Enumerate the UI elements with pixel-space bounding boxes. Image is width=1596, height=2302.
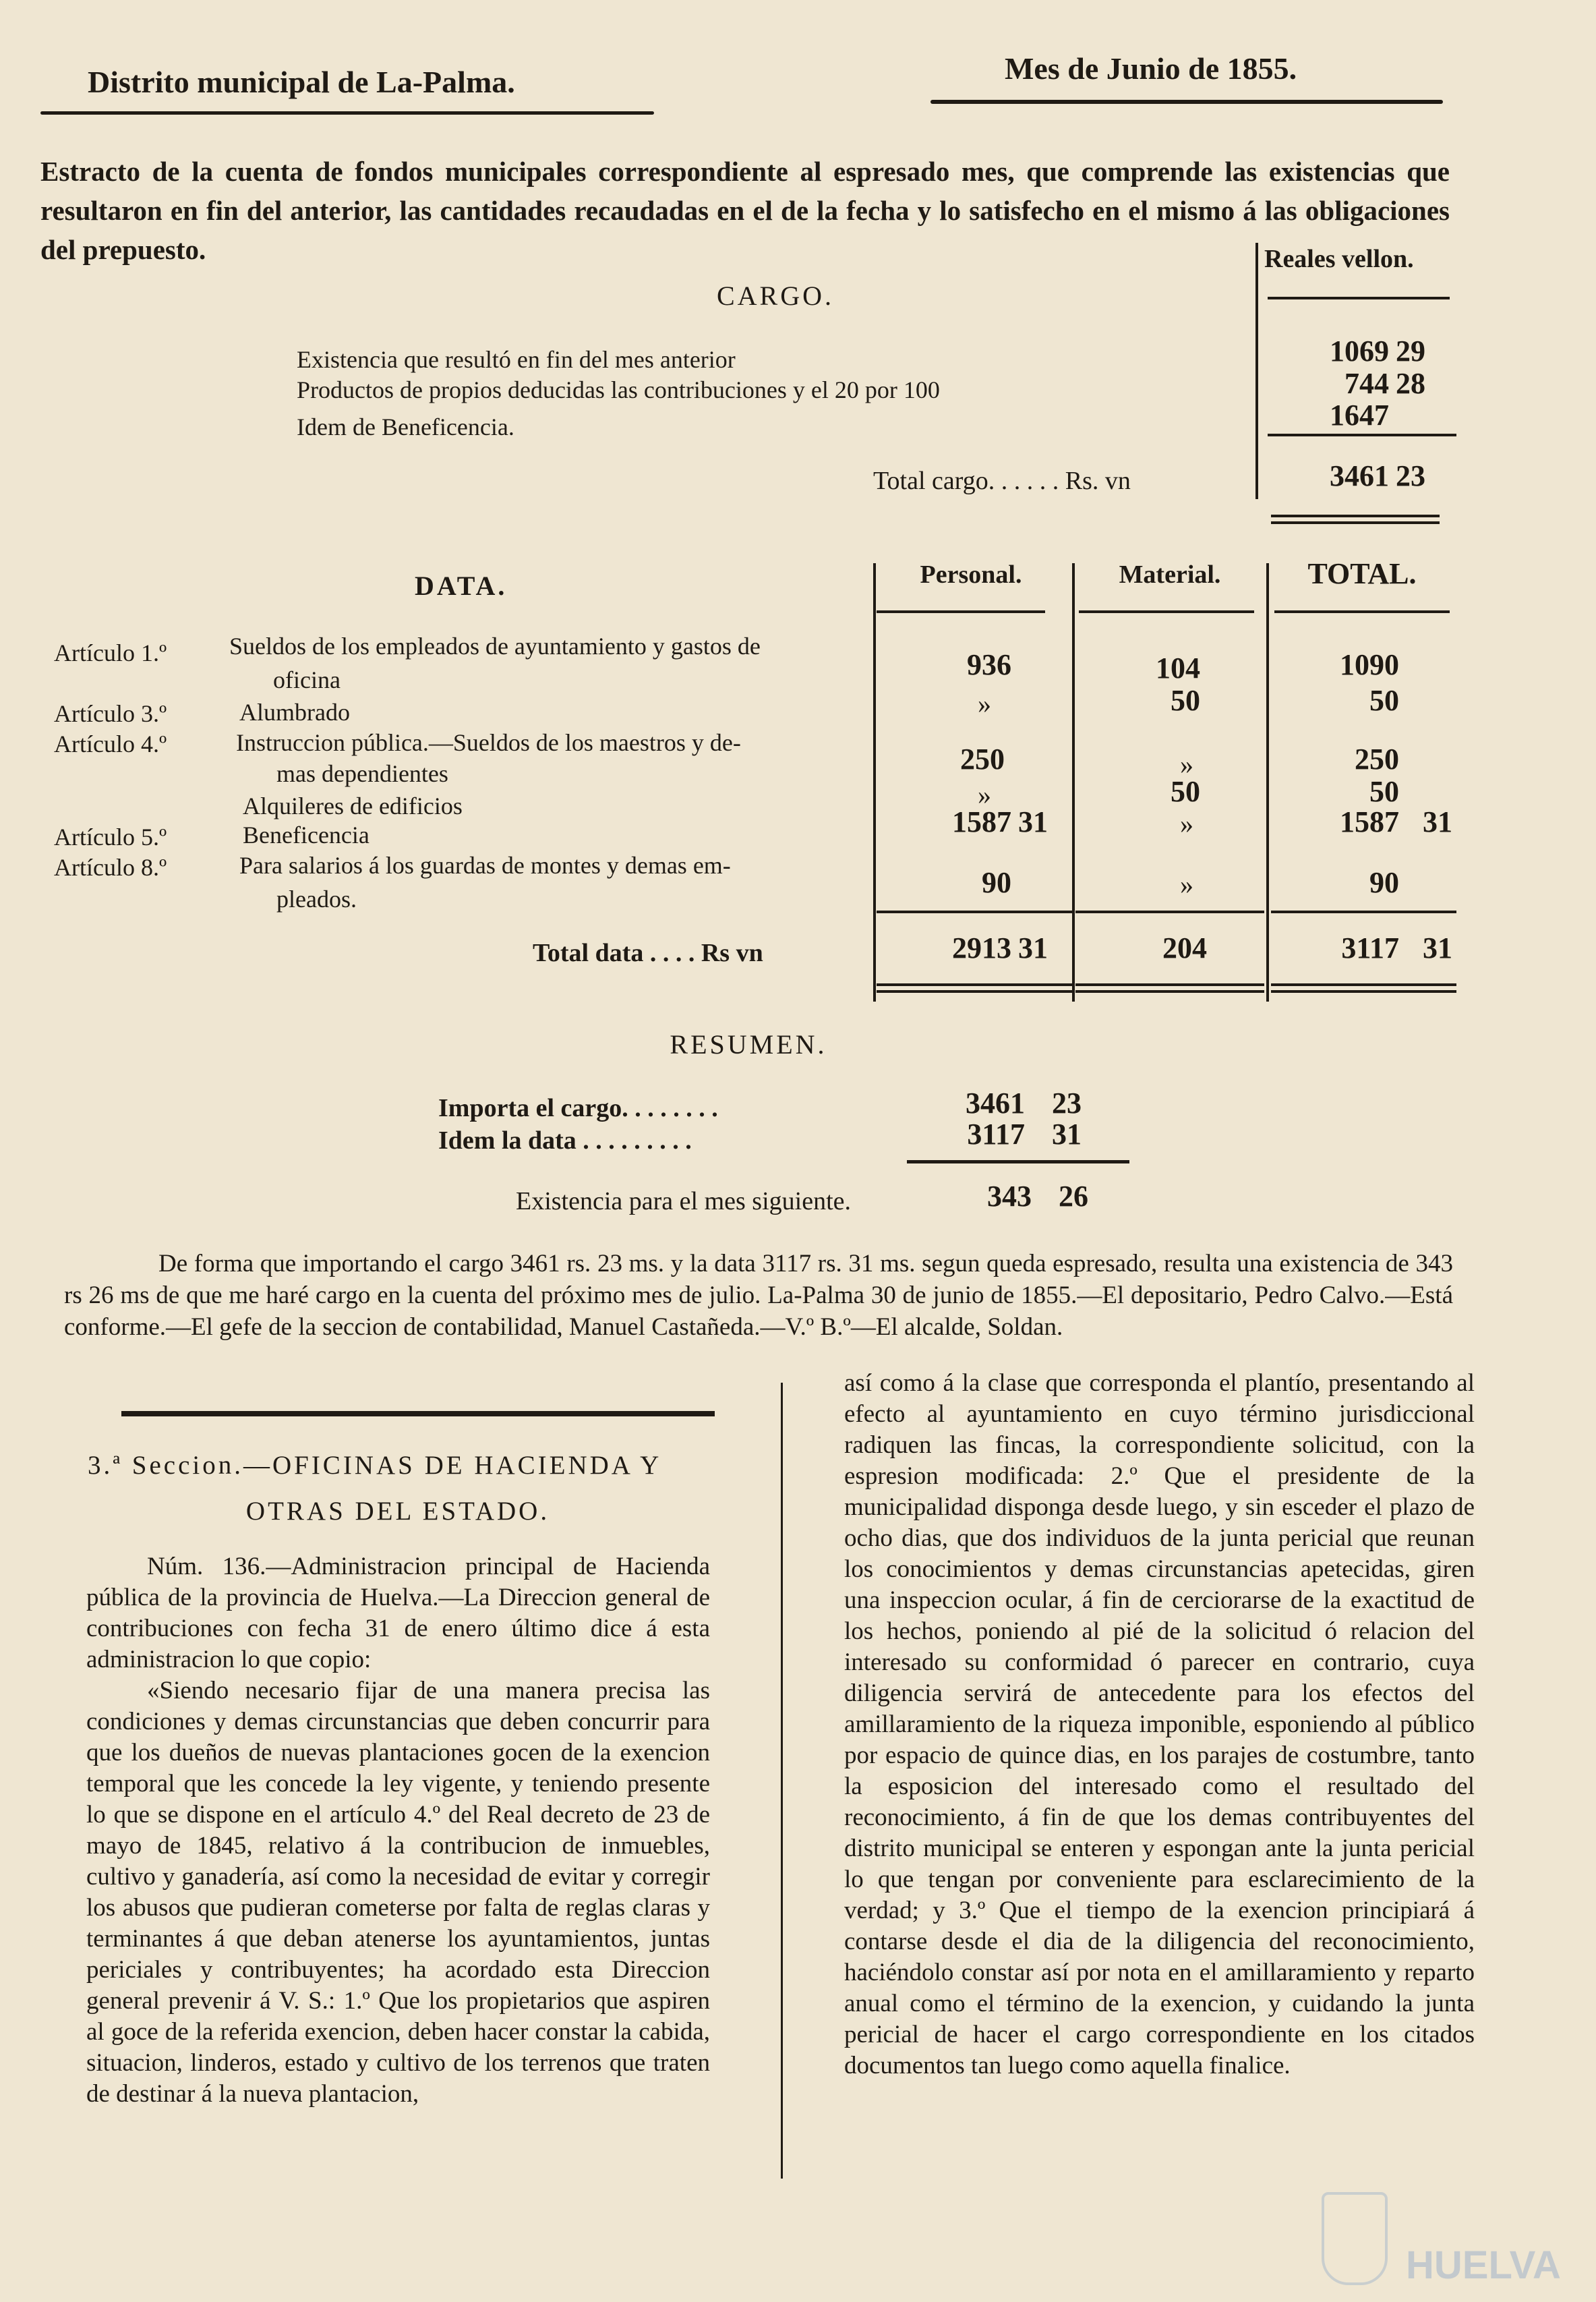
- resumen-exist-value: 343: [987, 1180, 1032, 1213]
- data-total-total: 3117: [1341, 931, 1399, 965]
- data-article: Artículo 1.º: [54, 639, 167, 666]
- data-row-label: pleados.: [276, 886, 357, 913]
- data-total: 90: [1369, 866, 1399, 899]
- district-title: Distrito municipal de La-Palma.: [88, 65, 515, 99]
- data-double-rule: [1271, 983, 1456, 986]
- data-personal: 1587: [952, 805, 1011, 838]
- data-header-rule: [877, 610, 1045, 613]
- data-header-rule: [1079, 610, 1254, 613]
- column-divider: [781, 1383, 783, 2179]
- cargo-cents: 28: [1396, 367, 1425, 400]
- data-material: 104: [1156, 652, 1200, 685]
- resumen-cargo-value: 3461: [966, 1087, 1025, 1120]
- data-material: 50: [1171, 775, 1200, 808]
- cargo-value: 1647: [1330, 399, 1389, 432]
- cargo-double-rule-1: [1271, 515, 1440, 517]
- resumen-exist-label: Existencia para el mes siguiente.: [516, 1187, 851, 1215]
- data-personal: »: [978, 689, 991, 719]
- data-article: Artículo 4.º: [54, 730, 167, 757]
- resumen-data-cents: 31: [1052, 1118, 1082, 1151]
- data-row-label: Alquileres de edificios: [243, 793, 463, 819]
- data-total-total-cents: 31: [1423, 931, 1452, 965]
- cargo-cents: 29: [1396, 335, 1425, 368]
- data-total-material: 204: [1162, 931, 1207, 965]
- currency-header: Reales vellon.: [1264, 245, 1414, 273]
- data-sum-rule: [877, 911, 1072, 913]
- col-header-total: TOTAL.: [1307, 557, 1417, 590]
- cargo-value: 1069: [1330, 335, 1389, 368]
- watermark-shield-icon: [1322, 2192, 1388, 2285]
- data-material: »: [1180, 809, 1193, 839]
- intro-paragraph: Estracto de la cuenta de fondos municipales correspondiente al espresado mes, que comprende las existencias que resultaron en fin del anterior, las cantidades recaudadas en el de la fecha y lo satisfecho en el mismo á las obligaciones del prepuesto.: [40, 156, 1450, 265]
- data-row-label: Instruccion pública.—Sueldos de los maestros y de-: [236, 729, 741, 756]
- data-sum-rule: [1075, 911, 1264, 913]
- cargo-row-label: Productos de propios deducidas las contribuciones y el 20 por 100: [297, 376, 940, 403]
- data-vrule-3: [1266, 563, 1269, 1002]
- watermark-text: HUELVA: [1406, 2243, 1561, 2287]
- data-total: 50: [1369, 684, 1399, 717]
- data-header-rule: [1274, 610, 1450, 613]
- data-total: 50: [1369, 775, 1399, 808]
- data-total-cents: 31: [1423, 805, 1452, 838]
- data-material: »: [1180, 869, 1193, 900]
- month-title: Mes de Junio de 1855.: [1005, 51, 1297, 86]
- col-header-personal: Personal.: [920, 560, 1022, 589]
- cargo-total-value: 3461: [1330, 459, 1389, 492]
- closing-paragraph: [64, 1248, 1453, 1343]
- resumen-rule: [907, 1160, 1129, 1163]
- data-material: 50: [1171, 684, 1200, 717]
- resumen-cargo-label: Importa el cargo. . . . . . . .: [438, 1094, 718, 1122]
- data-row-label: Para salarios á los guardas de montes y demas em-: [239, 852, 731, 879]
- data-personal-cents: 31: [1018, 805, 1048, 838]
- data-row-label: Beneficencia: [243, 822, 370, 848]
- data-article: Artículo 8.º: [54, 854, 167, 881]
- cargo-vertical-rule: [1255, 243, 1258, 499]
- data-article: Artículo 5.º: [54, 824, 167, 851]
- data-material: »: [1180, 749, 1193, 780]
- resumen-data-value: 3117: [967, 1118, 1025, 1151]
- data-sum-rule: [1271, 911, 1456, 913]
- data-double-rule: [1075, 983, 1264, 986]
- section3-left-column: [86, 1551, 710, 2110]
- resumen-data-label: Idem la data . . . . . . . . .: [438, 1126, 692, 1155]
- data-total: 1587: [1340, 805, 1399, 838]
- cargo-total-label: Total cargo. . . . . . Rs. vn: [873, 467, 1131, 495]
- left-paragraph: Núm. 136.—Administracion principal de Hacienda pública de la provincia de Huelva.—La Direccion general de contribuciones con fecha 31 de enero último dice á esta administracion lo que copio:: [86, 1553, 710, 1673]
- data-vrule-1: [873, 563, 876, 1002]
- data-total-personal: 2913: [952, 931, 1011, 965]
- cargo-title: CARGO.: [716, 281, 835, 311]
- cargo-double-rule-2: [1271, 521, 1440, 524]
- section3-title-line2: OTRAS DEL ESTADO.: [245, 1497, 550, 1526]
- data-double-rule: [1075, 990, 1264, 993]
- data-row-label: Sueldos de los empleados de ayuntamiento y gastos de: [229, 633, 761, 660]
- section3-right-column: [844, 1368, 1475, 2081]
- resumen-exist-cents: 26: [1059, 1180, 1088, 1213]
- cargo-row-label: Existencia que resultó en fin del mes anterior: [297, 346, 736, 373]
- data-row-label: oficina: [273, 666, 341, 693]
- data-personal: 90: [982, 866, 1011, 899]
- cargo-value: 744: [1344, 367, 1389, 400]
- resumen-cargo-cents: 23: [1052, 1087, 1082, 1120]
- section3-title-line1: 3.ª Seccion.—OFICINAS DE HACIENDA Y: [88, 1451, 662, 1480]
- data-total: 250: [1355, 743, 1399, 776]
- currency-rule: [1268, 297, 1450, 299]
- data-personal: 936: [967, 648, 1011, 681]
- data-vrule-2: [1072, 563, 1075, 1002]
- data-title: DATA.: [415, 571, 508, 601]
- data-double-rule: [877, 983, 1072, 986]
- data-total-label: Total data . . . . Rs vn: [533, 939, 763, 967]
- data-personal: »: [978, 780, 991, 810]
- header-rule-right: [930, 100, 1443, 104]
- right-paragraph: así como á la clase que corresponda el plantío, presentando al efecto al ayuntamiento en cuyo término jurisdiccional radiquen las fincas, la correspondiente solicitud, con la espresion modificada: 2.º Que el presidente de la municipalidad disponga desde luego, y sin esceder el plazo de ocho dias, que dos individuos de la junta pericial que reunan los conocimientos y demas circunstancias apetecidas, giren una inspeccion ocular, á fin de cerciorarse de la exactitud de los hechos, poniendo al pié de la solicitud ó relacion del interesado su conformidad ó parecer en contrario, cuya diligencia servirá de antecedente para los efectos del amillaramiento de la riqueza imponible, esponiendo al público por espacio de quince dias, en los parajes de costumbre, tanto la esposicion del interesado como el resultado del reconocimiento, á fin de que los demas contribuyentes del distrito municipal se enteren y espongan ante la junta pericial lo que tengan por conveniente para esclarecimiento de la verdad; y 3.º Que el tiempo de la exencion principiará á contarse desde el dia de la diligencia del reconocimiento, haciéndolo constar así por nota en el amillaramiento y reparto anual como el término de la exencion, y cuidando la junta pericial de hacer el cargo correspondiente en los citados documentos tan luego como aquella finalice.: [844, 1369, 1475, 2079]
- data-total: 1090: [1340, 648, 1399, 681]
- cargo-row-label: Idem de Beneficencia.: [297, 413, 514, 440]
- left-paragraph: «Siendo necesario fijar de una manera precisa las condiciones y demas circunstancias que deben concurrir para que los dueños de nuevas plantaciones gocen de la exencion temporal que les concede la ley vigente, y teniendo presente lo que se dispone en el artículo 4.º del Real decreto de 23 de mayo de 1845, relativo á la contribucion de inmuebles, cultivo y ganadería, así como la necesidad de evitar y corregir los abusos que pudieran cometerse por falta de reglas claras y terminantes á que deban atenerse los ayuntamientos, juntas periciales y contribuyentes; ha acordado esta Direccion general prevenir á V. S.: 1.º Que los propietarios que aspiren al goce de la referida exencion, deben hacer constar la cabida, situacion, linderos, estado y cultivo de los terrenos que traten de destinar á la nueva plantacion,: [86, 1677, 710, 2108]
- data-double-rule: [877, 990, 1072, 993]
- header-rule-left: [40, 111, 654, 115]
- resumen-title: RESUMEN.: [670, 1029, 827, 1060]
- data-row-label: Alumbrado: [239, 699, 350, 726]
- cargo-total-cents: 23: [1396, 459, 1425, 492]
- data-double-rule: [1271, 990, 1456, 993]
- data-row-label: mas dependientes: [276, 760, 448, 787]
- col-header-material: Material.: [1119, 560, 1221, 589]
- section-rule: [121, 1411, 715, 1416]
- data-article: Artículo 3.º: [54, 700, 167, 727]
- data-total-personal-cents: 31: [1018, 931, 1048, 965]
- cargo-sum-rule: [1268, 434, 1456, 436]
- data-personal: 250: [960, 743, 1005, 776]
- closing-text: De forma que importando el cargo 3461 rs. 23 ms. y la data 3117 rs. 31 ms. segun queda espresado, resulta una existencia de 343 rs 26 ms de que me haré cargo en la cuenta del próximo mes de julio. La-Palma 30 de junio de 1855.—El depositario, Pedro Calvo.—Está conforme.—El gefe de la seccion de contabilidad, Manuel Castañeda.—V.º B.º—El alcalde, Soldan.: [64, 1250, 1453, 1341]
